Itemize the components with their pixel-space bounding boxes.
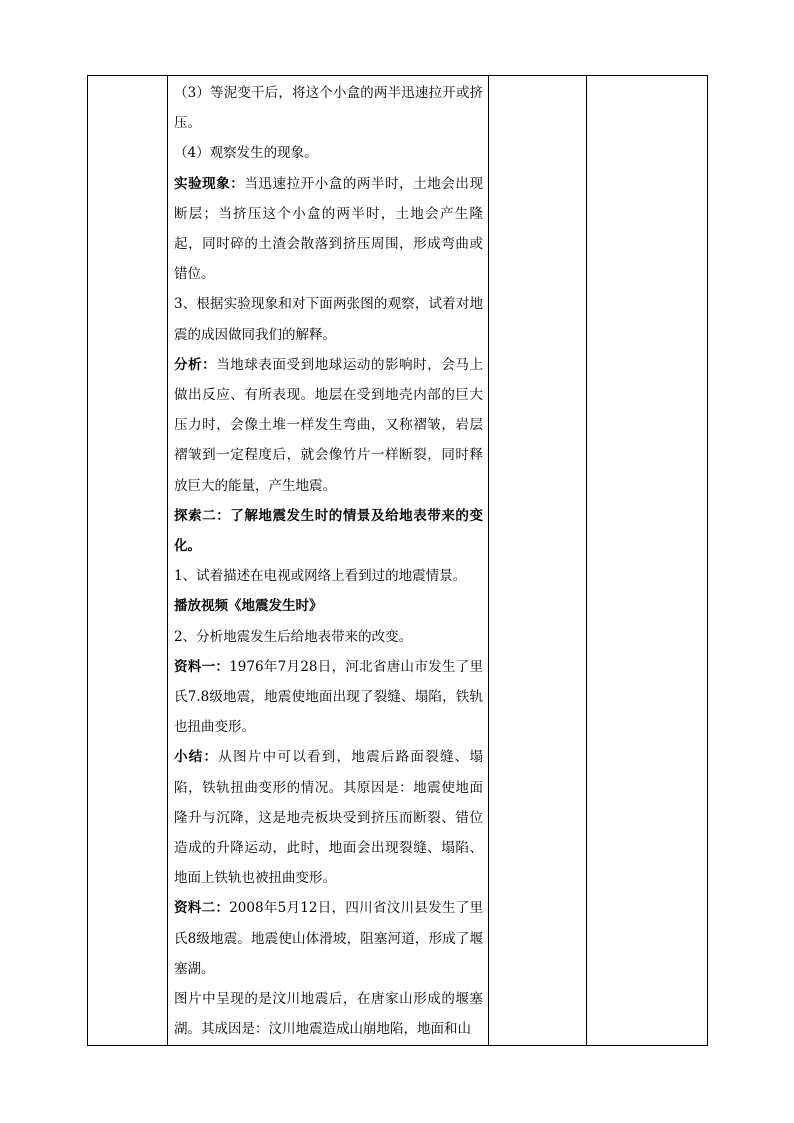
- paragraph-7: [174, 561, 483, 591]
- left-empty-cell: [88, 76, 168, 1046]
- paragraph-text: 1、试着描述在电视或网络上看到过的地震情景。: [174, 568, 467, 585]
- paragraph-text: 2008年5月12日，四川省汶川县发生了里氏8级地震。地震使山体滑坡，阻塞河道，形成了堰塞湖。: [174, 900, 484, 977]
- design-intent-cell: [587, 76, 708, 1046]
- summary-label: 小结：: [174, 749, 219, 766]
- paragraph-text: 2、分析地震发生后给地表带来的改变。: [174, 628, 413, 645]
- paragraph-text: 当地球表面受到地球运动的影响时，会马上做出反应、有所表现。地层在受到地壳内部的巨大压力时，会像土堆一样发生弯曲，又称褶皱，岩层褶皱到一定程度后，就会像竹片一样断裂，同时释放巨大的能量，产生地震。: [174, 356, 484, 494]
- paragraph-9: [174, 622, 483, 652]
- paragraph-8: [174, 591, 483, 621]
- paragraph-10: [174, 652, 483, 743]
- paragraph-5: [174, 350, 483, 501]
- lesson-table: [87, 75, 708, 1046]
- paragraph-1: [174, 78, 483, 138]
- paragraph-3: [174, 169, 483, 290]
- paragraph-12: [174, 893, 483, 984]
- paragraph-2: [174, 138, 483, 168]
- material-two-label: 资料二：: [174, 900, 230, 917]
- paragraph-11: [174, 742, 483, 893]
- paragraph-4: [174, 289, 483, 349]
- paragraph-text: 从图片中可以看到，地震后路面裂缝、塌陷，铁轨扭曲变形的情况。其原因是：地震使地面隆升与沉降，这是地壳板块受到挤压而断裂、错位造成的升降运动，此时，地面会出现裂缝、塌陷、地面上铁轨也被扭曲变形。: [174, 749, 484, 887]
- paragraph-text: 当迅速拉开小盒的两半时，土地会出现断层；当挤压这个小盒的两半时，土地会产生隆起，同时碎的土渣会散落到挤压周围，形成弯曲或错位。: [174, 175, 484, 283]
- experiment-result-label: 实验现象：: [174, 175, 245, 192]
- paragraph-text: 图片中呈现的是汶川地震后，在唐家山形成的堰塞湖。其成因是：汶川地震造成山崩地陷，地面和山: [174, 991, 483, 1038]
- student-activity-cell: [489, 76, 587, 1046]
- paragraph-text: （3）等泥变干后，将这个小盒的两半迅速拉开或挤压。: [174, 85, 483, 132]
- paragraph-text: 1976年7月28日，河北省唐山市发生了里氏7.8级地震，地震使地面出现了裂缝、塌陷，铁轨也扭曲变形。: [174, 658, 484, 736]
- analysis-label: 分析：: [174, 356, 217, 373]
- material-one-label: 资料一：: [174, 658, 230, 675]
- paragraph-text: （4）观察发生的现象。: [174, 145, 318, 162]
- teaching-content-cell: [168, 76, 489, 1046]
- teaching-content: [168, 76, 488, 1045]
- paragraph-13: [174, 984, 483, 1044]
- explore-two-heading: 探索二：了解地震发生时的情景及给地表带来的变化。: [174, 507, 483, 555]
- video-heading: 播放视频《地震发生时》: [174, 598, 323, 615]
- paragraph-text: 3、根据实验现象和对下面两张图的观察，试着对地震的成因做同我们的解释。: [174, 296, 483, 343]
- paragraph-6: [174, 501, 483, 561]
- table-row: [88, 76, 708, 1046]
